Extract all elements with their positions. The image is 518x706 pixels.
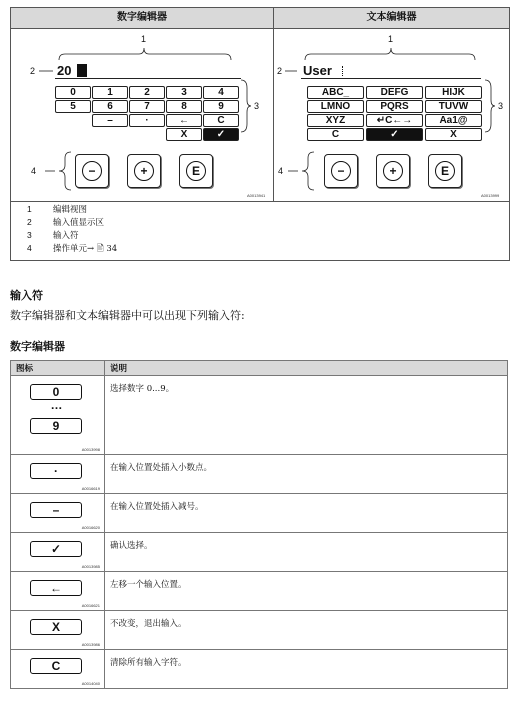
table-row: [11, 650, 508, 689]
numeric-key[interactable]: 1: [92, 86, 128, 99]
input-cursor: [342, 66, 343, 76]
minus-op-button[interactable]: [75, 154, 109, 188]
text-key[interactable]: C: [307, 128, 364, 141]
legend-item: 1 编辑视图: [27, 204, 88, 215]
editor-figure: [10, 7, 510, 261]
key-icon: –: [30, 502, 82, 518]
input-cursor: [77, 64, 87, 77]
section-title: 输入符: [10, 289, 43, 302]
text-key[interactable]: XYZ: [307, 114, 364, 127]
text-input-value: User: [303, 63, 332, 78]
plus-icon: +: [134, 161, 154, 181]
callout-1-numeric: 1: [141, 34, 147, 44]
key-icon: ·: [30, 463, 82, 479]
column-header-description: 说明: [105, 361, 508, 376]
text-key[interactable]: HIJK: [425, 86, 482, 99]
digit-9-key-icon: 9: [30, 418, 82, 434]
enter-op-button[interactable]: [428, 154, 462, 188]
numeric-key[interactable]: 7: [129, 100, 165, 113]
numeric-key[interactable]: 6: [92, 100, 128, 113]
figure-id: A0016621: [81, 603, 100, 608]
figure-id: A0013986: [81, 642, 100, 647]
callout-4-text: 4: [278, 166, 284, 176]
enter-op-button[interactable]: [179, 154, 213, 188]
symbol-description: 在输入位置处插入小数点。: [105, 455, 508, 494]
text-key[interactable]: DEFG: [366, 86, 423, 99]
callout-2-text: 2: [277, 66, 283, 76]
enter-icon: E: [435, 161, 455, 181]
legend-item: 2 输入值显示区: [27, 217, 105, 228]
text-key[interactable]: X: [425, 128, 482, 141]
plus-op-button[interactable]: [127, 154, 161, 188]
numeric-key[interactable]: 9: [203, 100, 239, 113]
numeric-key[interactable]: C: [203, 114, 239, 127]
text-key[interactable]: ↵C←→: [366, 114, 423, 127]
figure-id: A0016619: [81, 486, 100, 491]
key-icon: C: [30, 658, 82, 674]
figure-id: A0013941: [247, 193, 266, 198]
numeric-key[interactable]: ·: [129, 114, 165, 127]
text-key[interactable]: LMNO: [307, 100, 364, 113]
symbol-description: 不改变，退出输入。: [105, 611, 508, 650]
table-row: [11, 376, 508, 455]
input-symbol-table: [10, 360, 508, 689]
column-header-icon: 图标: [11, 361, 105, 376]
plus-op-button[interactable]: [376, 154, 410, 188]
text-key[interactable]: PQRS: [366, 100, 423, 113]
table-row: [11, 611, 508, 650]
text-key[interactable]: Aa1@: [425, 114, 482, 127]
ellipsis-icon: …: [50, 398, 63, 412]
text-key[interactable]: TUVW: [425, 100, 482, 113]
key-icon: ←: [30, 580, 82, 596]
numeric-key[interactable]: 8: [166, 100, 202, 113]
minus-icon: −: [331, 161, 351, 181]
table-row: [11, 494, 508, 533]
numeric-key[interactable]: 0: [55, 86, 91, 99]
numeric-editor-title: 数字编辑器: [11, 8, 273, 29]
intro-text: 数字编辑器和文本编辑器中可以出现下列输入符:: [10, 309, 245, 322]
numeric-key[interactable]: ←: [166, 114, 202, 127]
symbol-description: 清除所有输入字符。: [105, 650, 508, 689]
symbol-description: 左移一个输入位置。: [105, 572, 508, 611]
callout-3-text: 3: [498, 101, 504, 111]
figure-id: A0013999: [481, 193, 500, 198]
legend-item: 4 操作单元→ 🖹 34: [27, 243, 118, 254]
key-icon: ✓: [30, 541, 82, 557]
plus-icon: +: [383, 161, 403, 181]
enter-icon: E: [186, 161, 206, 181]
symbol-description: 确认选择。: [105, 533, 508, 572]
numeric-key[interactable]: 3: [166, 86, 202, 99]
figure-id: A0013998: [81, 447, 100, 452]
figure-id: A0013985: [81, 564, 100, 569]
numeric-input-value: 20: [57, 63, 72, 78]
subsection-title: 数字编辑器: [10, 340, 65, 353]
digit-0-key-icon: 0: [30, 384, 82, 400]
text-key[interactable]: ABC_: [307, 86, 364, 99]
numeric-key[interactable]: –: [92, 114, 128, 127]
legend-item: 3 输入符: [27, 230, 79, 241]
numeric-key[interactable]: 2: [129, 86, 165, 99]
minus-icon: −: [82, 161, 102, 181]
symbol-description: 选择数字 0...9。: [105, 376, 508, 455]
callout-2-numeric: 2: [30, 66, 36, 76]
table-row: [11, 455, 508, 494]
numeric-key[interactable]: 4: [203, 86, 239, 99]
figure-id: A0016620: [81, 525, 100, 530]
numeric-key[interactable]: ✓: [203, 128, 239, 141]
text-editor-title: 文本编辑器: [274, 8, 509, 29]
callout-3-numeric: 3: [254, 101, 260, 111]
minus-op-button[interactable]: [324, 154, 358, 188]
callout-4-numeric: 4: [31, 166, 37, 176]
symbol-description: 在输入位置处插入减号。: [105, 494, 508, 533]
callout-1-text: 1: [388, 34, 394, 44]
table-row: [11, 572, 508, 611]
numeric-key[interactable]: X: [166, 128, 202, 141]
text-input-display: [301, 64, 481, 79]
figure-id: A0014040: [81, 681, 100, 686]
table-row: [11, 533, 508, 572]
key-icon: X: [30, 619, 82, 635]
text-key[interactable]: ✓: [366, 128, 423, 141]
legend-divider: [11, 201, 509, 202]
numeric-key[interactable]: 5: [55, 100, 91, 113]
numeric-input-display: [55, 64, 241, 79]
